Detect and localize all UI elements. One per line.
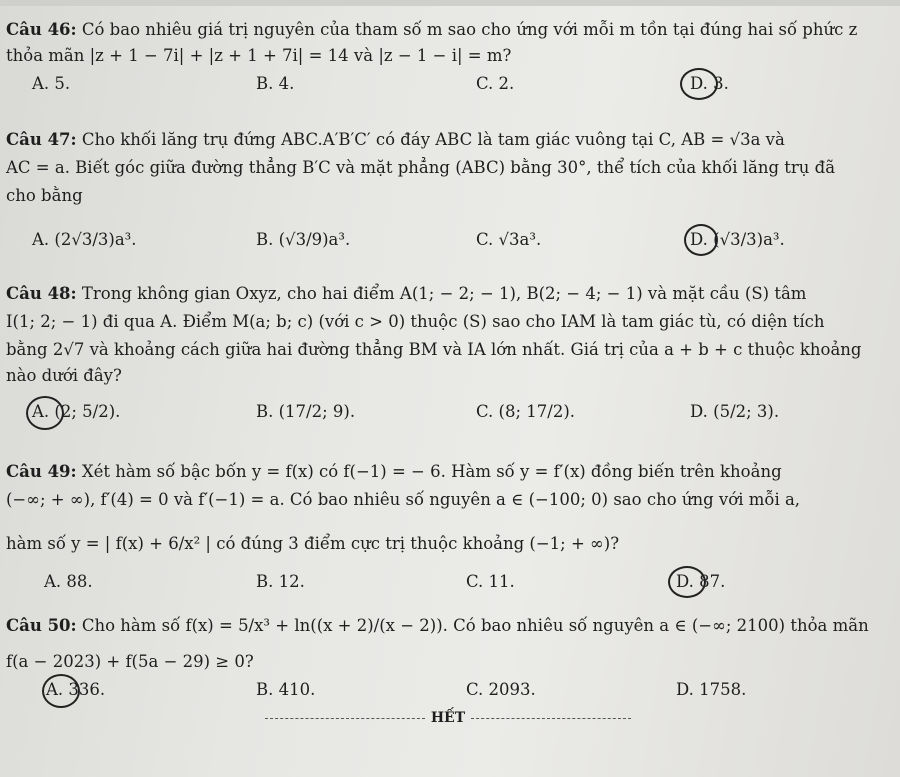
q46-option-b: B. 4. [256,74,295,93]
q48-line2: I(1; 2; − 1) đi qua A. Điểm M(a; b; c) (với c > 0) thuộc (S) sao cho IAM là tam giác tù, có diện tích [6,312,825,331]
q50-line2: f(a − 2023) + f(5a − 29) ≥ 0? [6,652,254,671]
q50-answer-mark [42,674,80,708]
q49-label: Câu 49: [6,462,77,481]
q48-answer-mark [26,396,64,430]
q46-label: Câu 46: [6,20,77,39]
q49-line1: Câu 49: Xét hàm số bậc bốn y = f(x) có f(−1) = − 6. Hàm số y = f′(x) đồng biến trên khoảng [6,462,782,481]
q47-line3: cho bằng [6,186,83,205]
q48-line3: bằng 2√7 và khoảng cách giữa hai đường thẳng BM và IA lớn nhất. Giá trị của a + b + c thuộc khoảng [6,340,862,359]
end-label: HẾT [430,710,466,726]
q47-option-c: C. √3a³. [476,230,542,249]
q49-line2: (−∞; + ∞), f′(4) = 0 và f′(−1) = a. Có bao nhiêu số nguyên a ∈ (−100; 0) sao cho ứng với mỗi a, [6,490,801,509]
q50-line1: Câu 50: Cho hàm số f(x) = 5/x³ + ln((x + 2)/(x − 2)). Có bao nhiêu số nguyên a ∈ (−∞; 2100) thỏa mãn [6,616,869,635]
q47-option-b: B. (√3/9)a³. [256,230,351,249]
q48-line4: nào dưới đây? [6,366,122,385]
q47-label: Câu 47: [6,130,77,149]
q49-option-b: B. 12. [256,572,305,591]
q50-option-a: A. 336. [46,680,106,699]
q47-line2: AC = a. Biết góc giữa đường thẳng B′C và mặt phẳng (ABC) bằng 30°, thể tích của khối lăng trụ đã [6,158,836,177]
q50-label: Câu 50: [6,616,77,635]
q49-option-d: D. 87. [676,572,726,591]
q50-option-d: D. 1758. [676,680,747,699]
q48-option-b: B. (17/2; 9). [256,402,356,421]
end-dash-right [471,718,631,719]
q49-option-c: C. 11. [466,572,515,591]
q46-line2: thỏa mãn |z + 1 − 7i| + |z + 1 + 7i| = 14 và |z − 1 − i| = m? [6,46,512,65]
q46-option-c: C. 2. [476,74,515,93]
q48-label: Câu 48: [6,284,77,303]
q50-option-b: B. 410. [256,680,316,699]
q47-line1: Câu 47: Cho khối lăng trụ đứng ABC.A′B′C′ có đáy ABC là tam giác vuông tại C, AB = √3a và [6,130,785,149]
q49-line3: hàm số y = | f(x) + 6/x² | có đúng 3 điểm cực trị thuộc khoảng (−1; + ∞)? [6,534,620,553]
q46-option-d: D. 3. [690,74,729,93]
q48-option-c: C. (8; 17/2). [476,402,575,421]
end-dash-left [265,718,425,719]
q49-answer-mark [668,566,706,598]
end-marker [258,710,638,726]
q46-line1: Câu 46: Có bao nhiêu giá trị nguyên của tham số m sao cho ứng với mỗi m tồn tại đúng hai số phức z [6,20,858,39]
q46-answer-mark [680,68,718,100]
q47-option-a: A. (2√3/3)a³. [32,230,137,249]
q47-option-d: D. (√3/3)a³. [690,230,785,249]
q46-option-a: A. 5. [32,74,71,93]
page-edge [0,0,900,6]
q50-option-c: C. 2093. [466,680,536,699]
q48-option-d: D. (5/2; 3). [690,402,780,421]
q49-option-a: A. 88. [44,572,93,591]
q48-line1: Câu 48: Trong không gian Oxyz, cho hai điểm A(1; − 2; − 1), B(2; − 4; − 1) và mặt cầu (S) tâm [6,284,807,303]
q47-answer-mark [684,224,718,256]
q48-option-a: A. (2; 5/2). [32,402,121,421]
